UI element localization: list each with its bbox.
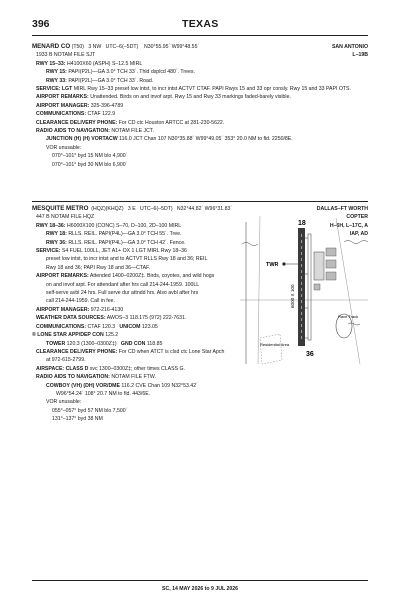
- airport-name: MESQUITE METRO: [32, 205, 89, 212]
- radio-line: RADIO AIDS TO NAVIGATION: NOTAM FILE JCT.: [36, 128, 154, 135]
- radio-line: RADIO AIDS TO NAVIGATION: NOTAM FILE FTW.: [36, 374, 156, 381]
- airport-ident: (HQZ)(KHQZ): [91, 206, 124, 212]
- approach-line: ® LONE STAR APP/DEP CON 125.2: [32, 332, 119, 339]
- footer-rule: [32, 580, 368, 581]
- state-title: TEXAS: [182, 18, 219, 30]
- navaid-line: JUNCTION (H) (H) VORTACW 116.0 JCT Chan 107 N30°35.88´ W99°49.05´ 353° 20.0 NM to fld. 2250/8E.: [46, 136, 293, 143]
- manager-line: AIRPORT MANAGER: 972-216-4130: [36, 306, 124, 313]
- tree-line: [344, 241, 368, 244]
- airport-chart: L–19B: [352, 52, 368, 59]
- clearance-line: CLEARANCE DELIVERY PHONE: For CD when ATCT is clsd ctc Lone Star Apch: [36, 348, 225, 355]
- vor-unusable: VOR unusable:: [46, 399, 82, 406]
- navaid-line: W96°54.24´ 108° 20.7 NM to fld. 443/6E.: [56, 390, 151, 397]
- airspace-line: AIRSPACE: CLASS D svc 1300–0300Z‡; other times CLASS G.: [36, 365, 185, 372]
- apron: [314, 252, 324, 280]
- vor-restriction: 131°–137° byd 38 NM: [52, 416, 103, 423]
- airport-utc: UTC–6(–5DT): [140, 206, 173, 212]
- page-number: 396: [32, 18, 50, 30]
- remarks-line: on and invof arpt. For attendant after hrs call 214-244-1959. 100LL: [46, 281, 200, 288]
- header-rule: [32, 35, 368, 36]
- vor-restriction: 070°–101° byd 30 NM blo 6,900´: [52, 161, 128, 168]
- vor-unusable: VOR unusable:: [46, 144, 82, 151]
- service-line: Rwy 18 and 36; PAPI Rwy 18 and 36—CTAF.: [46, 264, 151, 271]
- tower-line: TOWER 120.3 (1300–0300Z‡) GND CON 118.85: [46, 340, 163, 347]
- service-line: preset low intst, to incr intst and to ACTVT RLLS Rwy 18 and 36; REIL: [46, 256, 208, 263]
- tower-label: TWR: [266, 262, 279, 268]
- hangar: [326, 248, 336, 256]
- clearance-line: at 972-615-2799.: [46, 357, 86, 364]
- runway-18-36: [298, 228, 305, 346]
- runway-label-36: 36: [306, 351, 314, 358]
- manager-line: AIRPORT MANAGER: 325-396-4789: [36, 102, 124, 109]
- vor-restriction: 055°–057° byd 57 NM blo 7,500´: [52, 407, 128, 414]
- hangar: [326, 272, 336, 280]
- airport-coords: N32°44.82´ W96°31.83´: [176, 206, 233, 212]
- hangar: [314, 284, 320, 290]
- airport-diagram-svg: [240, 214, 368, 366]
- airport-coords: N30°55.95´ W99°48.55´: [143, 44, 200, 50]
- residential-label: Residential Area: [260, 342, 290, 347]
- airport-copter: COPTER: [346, 214, 368, 221]
- airport-ident: (T50): [71, 44, 85, 50]
- airport-title-line: [32, 205, 368, 213]
- hangar: [326, 260, 336, 268]
- airport-entry-menard: [32, 43, 368, 169]
- runway-line: RWY 18–36: H6000X100 (CONC) S–70, D–100, 2D–100 MIRL H–6H, L–17C, A: [36, 222, 368, 229]
- tree-line: [348, 323, 360, 325]
- remarks-line: call 214-244-1959. Call in fee.: [46, 298, 115, 305]
- airport-region: SAN ANTONIO: [331, 44, 368, 50]
- airport-region: DALLAS–FT WORTH: [316, 206, 368, 212]
- airport-name: MENARD CO: [32, 43, 71, 50]
- remarks-line: self-serve avbl 24 hrs. Full serve dur attndd hrs. Also avbl after hrs: [46, 290, 199, 297]
- runway-end-36: RWY 36: RLLS. REIL. PAPI(P4L)—GA 3.0° TCH 42´. Fence.: [46, 239, 186, 246]
- runway-end-33: RWY 33: PAPI(P2L)—GA 3.0° TCH 33´. Road.: [46, 77, 154, 84]
- parallel-taxiway: [308, 234, 311, 340]
- entry-divider: [32, 201, 368, 202]
- tower-marker: [282, 262, 285, 265]
- elev-notam: 447 B NOTAM FILE HQZ: [36, 214, 95, 221]
- airport-title-line: [32, 43, 368, 51]
- page-header: [32, 18, 368, 32]
- navaid-line: COWBOY (VH) (DH) VOR/DME 116.2 CVE Chan 109 N32°53.42´: [46, 382, 198, 389]
- residential-outline: [260, 334, 282, 364]
- clearance-line: CLEARANCE DELIVERY PHONE: For CD ctc Houston ARTCC at 281-230-5622.: [36, 119, 225, 126]
- airport-chart: H–6H, L–17C, A: [329, 222, 368, 229]
- tree-line: [242, 243, 258, 246]
- race-track-label: Race Track: [338, 314, 359, 319]
- airport-elev-line: [32, 51, 368, 59]
- weather-line: WEATHER DATA SOURCES: AWOS–3 118.175 (972) 222-7631.: [36, 315, 187, 322]
- runway-end-18: RWY 18: RLLS. REIL. PAPI(P4L)—GA 3.0° TCH 55´. Tree. IAP, AD: [46, 231, 368, 238]
- remarks-line: AIRPORT REMARKS: Unattended. Birds on and invof arpt. Rwy 15 and Rwy 33 markings faded-barely visible.: [36, 94, 291, 101]
- road: [336, 218, 360, 364]
- runway-line: RWY 15–33: H4100X60 (ASPH) S–12.5 MIRL: [36, 60, 143, 67]
- airport-chart-2: IAP, AD: [349, 231, 368, 238]
- elev-notam: 1933 B NOTAM FILE SJT: [36, 52, 96, 59]
- remarks-line: AIRPORT REMARKS: Attended 1400–0200Z‡. Birds, coyotes, and wild hogs: [36, 273, 215, 280]
- runway-label-18: 18: [298, 220, 306, 227]
- service-line: SERVICE: LGT MIRL Rwy 15–33 preset low intst, to incr intst ACTVT CTAF. PAPI Rwys 15 and 33 opr consly. Rwy 15 and 33 PAPI OTS.: [36, 86, 351, 93]
- airport-location: 3 E: [127, 206, 136, 212]
- comm-line: COMMUNICATIONS: CTAF 120.3 UNICOM 123.05: [36, 323, 158, 330]
- airport-location: 3 NW: [88, 44, 102, 50]
- comm-line: COMMUNICATIONS: CTAF 122.9: [36, 111, 116, 118]
- airport-utc: UTC–6(–5DT): [105, 44, 139, 50]
- service-line: SERVICE: S4 FUEL 100LL, JET A1+ OX 1 LGT MIRL Rwy 18–36: [36, 248, 187, 255]
- runway-end-15: RWY 15: PAPI(P2L)—GA 3.0° TCH 33´. Thld dsplcd 480´. Trees.: [46, 69, 195, 76]
- runway-dimensions: 6000 X 100: [290, 284, 295, 308]
- airport-diagram: [240, 214, 368, 366]
- vor-restriction: 070°–101° byd 15 NM blo 4,900´: [52, 153, 128, 160]
- footer-date: SC, 14 MAY 2026 to 9 JUL 2026: [161, 586, 239, 592]
